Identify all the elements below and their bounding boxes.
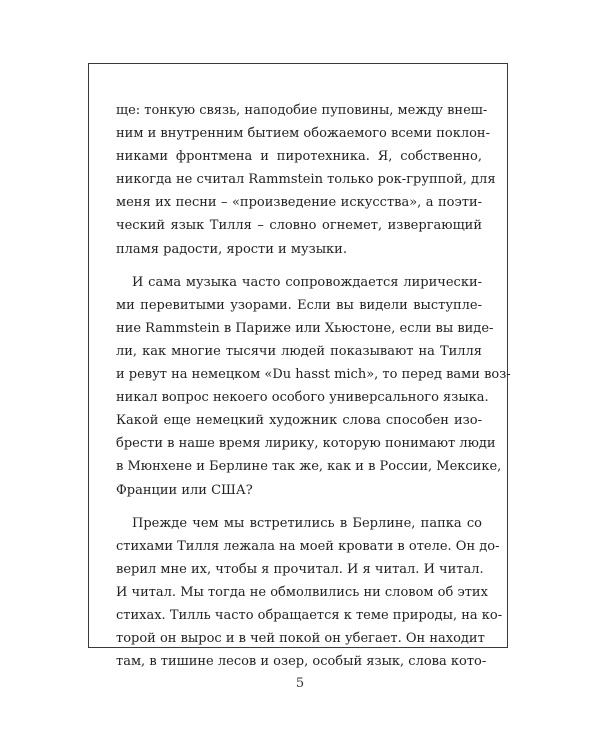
text-line: Франции или США? [116,482,253,498]
page-number: 5 [295,676,305,691]
text-line: ще: тонкую связь, наподобие пуповины, между внеш- [116,103,488,118]
text-line: там, в тишине лесов и озер, особый язык, слова кото- [116,654,487,670]
text-line: стихах. Тилль часто обращается к теме природы, на ко- [116,607,503,623]
text-line: Прежде чем мы встретились в Берлине, папка со [132,515,482,531]
text-line: И сама музыка часто сопровождается лирически- [132,274,482,290]
text-line: торой он вырос и в чей покой он убегает. Он находит [116,631,485,647]
paragraph-3 [116,512,503,674]
text-line: ние Rammstein в Париже или Хьюстоне, если вы виде- [116,320,494,336]
text-line: меня их песни – «произведение искусства», а поэти- [116,195,482,211]
paragraph-1 [116,99,496,261]
text-line: ним и внутренним бытием обожаемого всеми поклон- [116,126,490,142]
text-line: стихами Тилля лежала на моей кровати в отеле. Он до- [116,538,500,554]
text-line: ми перевитыми узорами. Если вы видели выступле- [116,297,482,313]
text-line: никами фронтмена и пиротехника. Я, собственно, [116,149,482,165]
text-line: ческий язык Тилля – словно огнемет, извергающий [116,218,482,234]
text-line: Какой еще немецкий художник слова способен изо- [116,413,482,429]
text-line: и ревут на немецком «Du hasst mich», то перед вами воз- [116,367,511,383]
text-line: ли, как многие тысячи людей показывают на Тилля [116,343,482,359]
body-text [116,99,511,673]
text-line: никал вопрос некоего особого универсального языка. [116,390,489,406]
text-line: никогда не считал Rammstein только рок-группой, для [116,172,496,188]
text-line: брести в наше время лирику, которую понимают люди [116,436,496,452]
paragraph-2 [116,271,511,502]
text-line: верил мне их, чтобы я прочитал. И я читал. И читал. [116,561,484,577]
text-line: в Мюнхене и Берлине так же, как и в России, Мексике, [116,459,502,475]
text-line: пламя радости, ярости и музыки. [116,241,347,257]
text-line: И читал. Мы тогда не обмолвились ни словом об этих [116,584,488,600]
